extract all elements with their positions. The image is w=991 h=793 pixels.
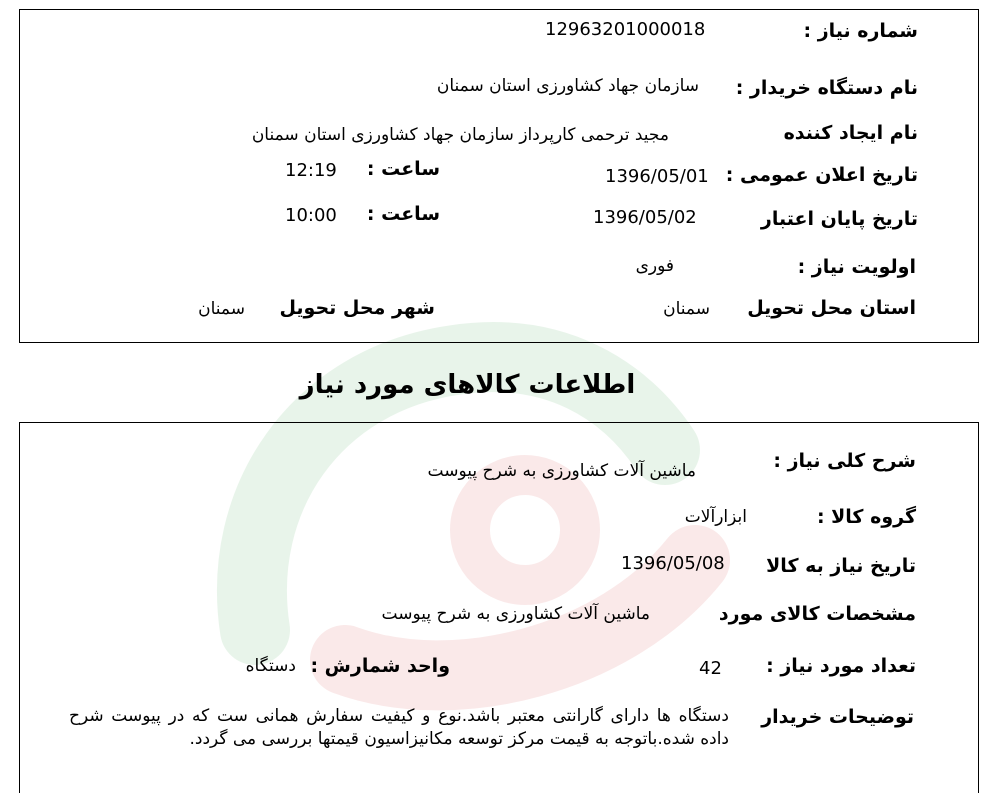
unit-label: واحد شمارش :	[310, 655, 450, 677]
notes-value: دستگاه ها دارای گارانتی معتبر باشد.نوع و کیفیت سفارش همانی ست که در پیوست شرح داده شده.باتوجه به قیمت مرکز توسعه مکانیزاسیون قیمتها بررسی می گردد.	[69, 706, 729, 749]
priority-label: اولویت نیاز :	[797, 256, 916, 278]
announce-date-label: تاریخ اعلان عمومی :	[725, 164, 918, 186]
need-date-label: تاریخ نیاز به کالا	[766, 555, 916, 577]
group-value: ابزارآلات	[684, 507, 747, 527]
creator-value: مجید ترحمی کارپرداز سازمان جهاد کشاورزی استان سمنان	[251, 125, 669, 145]
notes-label: توضیحات خریدار	[761, 706, 914, 728]
announce-date-value: 1396/05/01	[605, 166, 709, 187]
city-value: سمنان	[198, 299, 245, 319]
expiry-time-label: ساعت :	[366, 203, 440, 225]
specs-label: مشخصات کالای مورد	[718, 603, 916, 625]
announce-time-label: ساعت :	[366, 158, 440, 180]
priority-value: فوری	[635, 256, 674, 276]
quantity-value: 42	[699, 658, 722, 679]
quantity-label: تعداد مورد نیاز :	[766, 655, 916, 677]
description-label: شرح کلی نیاز :	[773, 450, 916, 472]
city-label: شهر محل تحویل	[279, 297, 435, 319]
need-date-value: 1396/05/08	[621, 553, 725, 574]
province-label: استان محل تحویل	[747, 297, 916, 319]
buyer-org-label: نام دستگاه خریدار :	[735, 77, 918, 99]
need-number-value: 12963201000018	[545, 19, 706, 40]
group-label: گروه کالا :	[816, 506, 916, 528]
unit-value: دستگاه	[245, 656, 296, 676]
expiry-date-value: 1396/05/02	[593, 207, 697, 228]
province-value: سمنان	[663, 299, 710, 319]
description-value: ماشین آلات کشاورزی به شرح پیوست	[427, 461, 696, 481]
creator-label: نام ایجاد کننده	[783, 122, 918, 144]
expiry-time-value: 10:00	[285, 205, 337, 226]
specs-value: ماشین آلات کشاورزی به شرح پیوست	[381, 604, 650, 624]
expiry-date-label: تاریخ پایان اعتبار	[760, 208, 918, 230]
announce-time-value: 12:19	[285, 160, 337, 181]
buyer-org-value: سازمان جهاد کشاورزی استان سمنان	[436, 76, 699, 96]
goods-section-title: اطلاعات کالاهای مورد نیاز	[299, 370, 636, 400]
need-number-label: شماره نیاز :	[803, 20, 918, 42]
